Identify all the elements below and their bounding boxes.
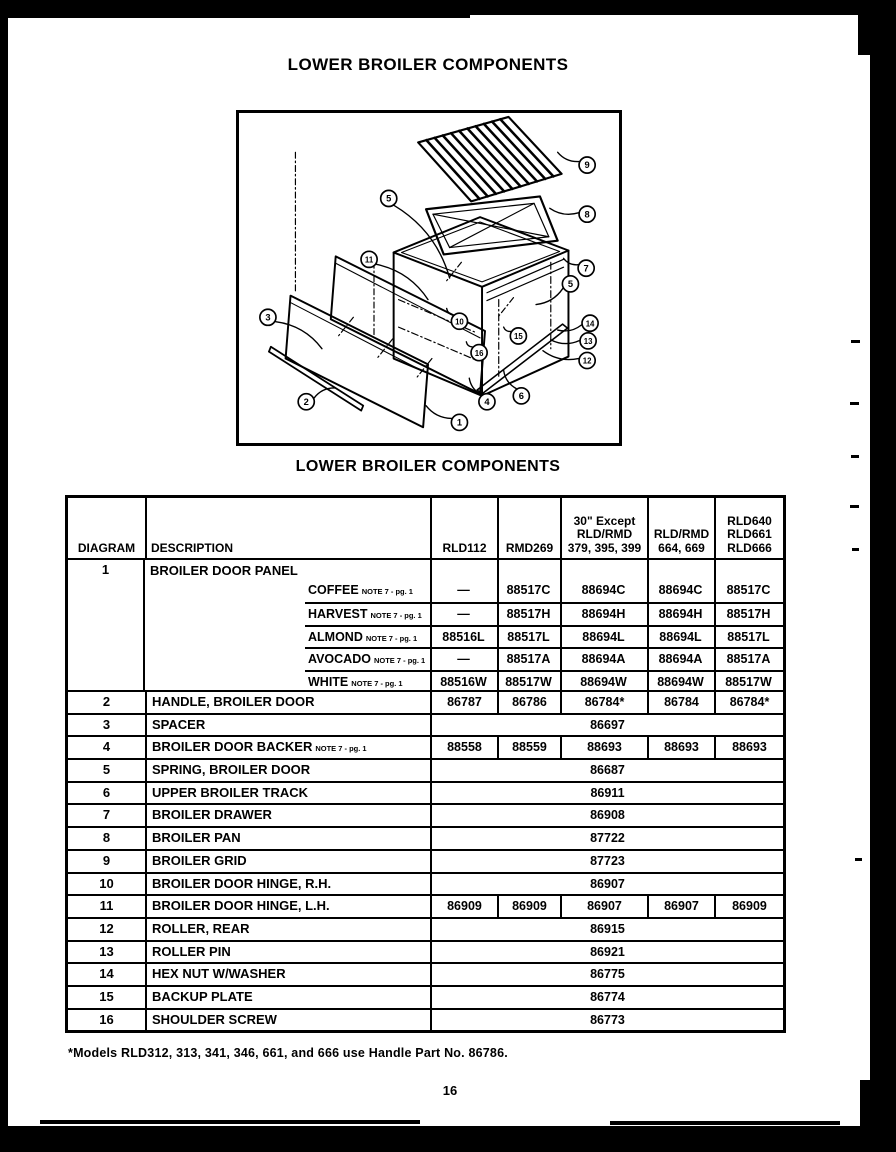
description-label: SPRING, BROILER DOOR bbox=[152, 762, 311, 778]
diagram-number-cell: 13 bbox=[99, 943, 114, 959]
variant-label bbox=[308, 604, 422, 626]
table-row bbox=[68, 690, 783, 713]
description-label: BROILER DOOR HINGE, L.H. bbox=[152, 898, 330, 914]
description-label: BROILER PAN bbox=[152, 830, 241, 846]
part-number-cell: 88694W bbox=[580, 674, 627, 689]
table-row bbox=[68, 803, 783, 826]
diagram-number-cell: 5 bbox=[102, 762, 111, 778]
variant-row bbox=[305, 580, 783, 602]
part-number-span-cell: 86921 bbox=[430, 942, 783, 963]
variant-note: NOTE 7 - pg. 1 bbox=[373, 656, 426, 666]
part-number-cell: 86784 bbox=[647, 692, 714, 713]
part-number-span-cell: 86773 bbox=[430, 1010, 783, 1031]
table-row bbox=[68, 917, 783, 940]
part-number-cell: 88517W bbox=[505, 674, 552, 689]
variant-color-label: COFFEE bbox=[308, 583, 359, 597]
callout-14 bbox=[558, 315, 598, 331]
table-title: LOWER BROILER COMPONENTS bbox=[295, 458, 561, 475]
part-number-cell: 86909 bbox=[714, 896, 783, 917]
svg-text:5: 5 bbox=[567, 279, 574, 290]
part-number-cell: 86787 bbox=[430, 692, 497, 713]
svg-text:8: 8 bbox=[584, 209, 590, 220]
col-header-diagram bbox=[68, 498, 145, 558]
part-number-span-cell: 86907 bbox=[430, 874, 783, 895]
svg-text:9: 9 bbox=[584, 160, 590, 171]
exploded-diagram bbox=[239, 113, 619, 443]
part-number-cell: 86907 bbox=[647, 896, 714, 917]
footnote: *Models RLD312, 313, 341, 346, 661, and 666 use Handle Part No. 86786. bbox=[68, 1046, 508, 1060]
table-row bbox=[68, 713, 783, 736]
col-header-model-2-line: RMD269 bbox=[505, 540, 554, 555]
part-number-span-cell: 86775 bbox=[430, 964, 783, 985]
description-cell bbox=[145, 760, 430, 781]
part-number-cell: 88694C bbox=[581, 583, 626, 597]
broiler-door-handle-part bbox=[269, 347, 363, 411]
col-header-diagram-line: DIAGRAM bbox=[77, 540, 136, 555]
part-number-span-cell: 87723 bbox=[430, 851, 783, 872]
part-number-span-cell: 87722 bbox=[430, 828, 783, 849]
diagram-number-cell: 11 bbox=[99, 898, 114, 914]
part-number-cell: 88694H bbox=[658, 607, 703, 622]
scan-border-top bbox=[0, 0, 896, 15]
col-header-model-4-line: RLD/RMD bbox=[653, 527, 710, 541]
variant-color-label: HARVEST bbox=[308, 607, 368, 622]
svg-text:12: 12 bbox=[582, 356, 592, 366]
table-row bbox=[68, 894, 783, 917]
svg-text:14: 14 bbox=[585, 319, 595, 329]
part-number-cell: 86784* bbox=[714, 692, 783, 713]
callout-labels bbox=[260, 152, 598, 430]
part-number-cell: 88516L bbox=[442, 629, 485, 644]
part-number-cell: 88693 bbox=[560, 737, 647, 758]
description-cell bbox=[145, 896, 430, 917]
diagram-number-cell: 12 bbox=[99, 920, 114, 936]
part-number-cell: 88693 bbox=[647, 737, 714, 758]
variant-note: NOTE 7 - pg. 1 bbox=[365, 633, 418, 643]
diagram-number-cell: 2 bbox=[102, 694, 111, 709]
part-number-span-cell: 86774 bbox=[430, 987, 783, 1008]
broiler-pan-part bbox=[426, 196, 558, 254]
col-header-description bbox=[145, 498, 430, 558]
callout-8 bbox=[550, 206, 595, 222]
description-label: BROILER DOOR HINGE, R.H. bbox=[152, 875, 332, 891]
col-header-model-4-line: 664, 669 bbox=[658, 540, 705, 555]
table-row bbox=[68, 872, 783, 895]
scan-border-top-ragged bbox=[0, 15, 470, 18]
description-label: BROILER GRID bbox=[152, 852, 247, 868]
col-header-description-line: DESCRIPTION bbox=[151, 540, 234, 555]
description-label: BACKUP PLATE bbox=[152, 988, 253, 1004]
part-number-cell: 88559 bbox=[497, 737, 560, 758]
scan-border-bottom bbox=[0, 1126, 896, 1152]
svg-text:10: 10 bbox=[455, 317, 464, 327]
note-ref: NOTE 7 - pg. 1 bbox=[315, 744, 367, 754]
callout-9 bbox=[558, 152, 596, 173]
description-cell bbox=[145, 1010, 430, 1031]
diagram-number-cell: 16 bbox=[99, 1011, 114, 1027]
description-cell bbox=[145, 964, 430, 985]
callout-5 bbox=[536, 276, 578, 305]
description-cell bbox=[145, 783, 430, 804]
table-row bbox=[68, 962, 783, 985]
description-cell bbox=[145, 919, 430, 940]
part-number-cell: 86907 bbox=[560, 896, 647, 917]
diagram-number-cell: 1 bbox=[68, 560, 145, 690]
callout-15 bbox=[504, 327, 527, 344]
part-number-cell: 88694H bbox=[581, 607, 626, 622]
description-cell bbox=[145, 942, 430, 963]
part-number-cell: 88517A bbox=[726, 652, 771, 667]
part-number-cell: 88517A bbox=[506, 652, 551, 667]
scan-border-bottom-ragged2 bbox=[610, 1121, 840, 1125]
diagram-number-cell: 15 bbox=[99, 988, 114, 1004]
diagram-number-cell: 3 bbox=[102, 716, 111, 732]
description-cell bbox=[145, 851, 430, 872]
scan-speck bbox=[850, 505, 859, 508]
description-label: SHOULDER SCREW bbox=[152, 1011, 277, 1027]
col-header-model-1 bbox=[430, 498, 497, 558]
col-header-model-5 bbox=[714, 498, 783, 558]
col-header-model-1-line: RLD112 bbox=[442, 540, 487, 555]
table-row bbox=[68, 849, 783, 872]
variant-row bbox=[305, 602, 783, 624]
table-header-row bbox=[68, 498, 783, 558]
part-number-cell: 88694A bbox=[658, 652, 703, 667]
description-label: HEX NUT W/WASHER bbox=[152, 966, 286, 982]
variant-color-label: AVOCADO bbox=[308, 652, 371, 667]
svg-text:15: 15 bbox=[514, 332, 523, 342]
scan-speck bbox=[855, 858, 862, 861]
description-label: SPACER bbox=[152, 716, 206, 732]
scan-border-bottom-ragged bbox=[40, 1120, 420, 1124]
diagram-number-cell: 10 bbox=[99, 875, 114, 891]
col-header-model-4 bbox=[647, 498, 714, 558]
scan-border-right bbox=[870, 0, 896, 1152]
description-cell bbox=[145, 692, 430, 713]
scan-speck bbox=[850, 402, 859, 405]
svg-text:2: 2 bbox=[303, 396, 309, 407]
part-number-cell: — bbox=[457, 607, 470, 622]
description-label: ROLLER PIN bbox=[152, 943, 231, 959]
col-header-model-3-line: 30" Except bbox=[573, 513, 636, 528]
callout-1 bbox=[426, 406, 467, 431]
col-header-model-2 bbox=[497, 498, 560, 558]
part-number-cell: — bbox=[457, 583, 470, 597]
svg-text:4: 4 bbox=[484, 396, 490, 407]
part-number-span-cell: 86911 bbox=[430, 783, 783, 804]
description-label: BROILER DOOR PANEL bbox=[150, 563, 298, 578]
scan-speck bbox=[852, 548, 859, 551]
variant-note: NOTE 7 - pg. 1 bbox=[370, 611, 422, 621]
page-title: LOWER BROILER COMPONENTS bbox=[287, 55, 569, 74]
part-number-cell: 88694C bbox=[658, 583, 703, 597]
description-cell bbox=[145, 828, 430, 849]
col-header-model-5-line: RLD666 bbox=[727, 540, 772, 555]
part-number-cell: 86786 bbox=[497, 692, 560, 713]
col-header-model-3-line: 379, 395, 399 bbox=[567, 540, 642, 555]
diagram-number-cell: 14 bbox=[99, 966, 114, 982]
diagram-number-cell: 4 bbox=[102, 739, 111, 755]
part-number-cell: 88694W bbox=[657, 674, 704, 689]
col-header-model-3-line: RLD/RMD bbox=[576, 527, 633, 541]
part-number-cell: 86909 bbox=[430, 896, 497, 917]
page-number: 16 bbox=[442, 1083, 458, 1098]
table-row bbox=[68, 985, 783, 1008]
table-row bbox=[68, 781, 783, 804]
scan-speck bbox=[851, 340, 860, 343]
svg-text:16: 16 bbox=[474, 348, 484, 358]
part-number-cell: 88517C bbox=[726, 583, 771, 597]
diagram-number-cell: 6 bbox=[102, 784, 111, 800]
svg-text:6: 6 bbox=[518, 391, 524, 402]
table-row bbox=[68, 940, 783, 963]
part-number-cell: 88517H bbox=[506, 607, 551, 622]
variant-row bbox=[305, 647, 783, 669]
part-number-cell: 88693 bbox=[714, 737, 783, 758]
variant-label bbox=[308, 649, 425, 671]
part-number-span-cell: 86908 bbox=[430, 805, 783, 826]
table-row bbox=[68, 735, 783, 758]
variant-note: NOTE 7 - pg. 1 bbox=[361, 587, 413, 596]
part-number-cell: 86909 bbox=[497, 896, 560, 917]
table-row bbox=[68, 826, 783, 849]
variant-row bbox=[305, 625, 783, 647]
svg-text:5: 5 bbox=[386, 193, 392, 204]
table-row bbox=[68, 1008, 783, 1031]
scan-speck bbox=[843, 7, 849, 11]
description-cell bbox=[145, 805, 430, 826]
variant-label bbox=[308, 580, 413, 602]
description-cell bbox=[145, 987, 430, 1008]
variant-label bbox=[308, 672, 403, 694]
diagram-number-cell: 7 bbox=[102, 807, 111, 823]
description-cell bbox=[145, 737, 430, 758]
description-cell bbox=[145, 715, 430, 736]
description-label: UPPER BROILER TRACK bbox=[152, 784, 309, 800]
diagram-number-cell: 9 bbox=[102, 852, 111, 868]
part-number-span-cell: 86697 bbox=[430, 715, 783, 736]
part-number-cell: 88694A bbox=[581, 652, 626, 667]
part-number-span-cell: 86687 bbox=[430, 760, 783, 781]
callout-3 bbox=[260, 309, 322, 348]
exploded-diagram-box bbox=[236, 110, 622, 446]
col-header-model-5-line: RLD661 bbox=[727, 527, 772, 541]
part-number-cell: 88517L bbox=[507, 629, 550, 644]
group-row-broiler-door-panel bbox=[68, 558, 783, 690]
part-number-cell: — bbox=[457, 652, 470, 667]
part-number-cell: 88558 bbox=[430, 737, 497, 758]
variant-color-label: WHITE bbox=[308, 674, 349, 689]
broiler-grid-part bbox=[418, 117, 561, 201]
part-number-cell: 88516W bbox=[440, 674, 487, 689]
part-number-span-cell: 86915 bbox=[430, 919, 783, 940]
svg-text:11: 11 bbox=[364, 255, 374, 265]
scan-border-left bbox=[0, 0, 8, 1152]
description-label: BROILER DOOR BACKER bbox=[152, 739, 313, 755]
description-label: ROLLER, REAR bbox=[152, 920, 250, 936]
diagram-number-cell: 8 bbox=[102, 830, 111, 846]
callout-2 bbox=[298, 388, 335, 410]
part-number-cell: 88694L bbox=[582, 629, 625, 644]
description-label: HANDLE, BROILER DOOR bbox=[152, 694, 315, 709]
part-number-cell: 88517C bbox=[506, 583, 551, 597]
svg-text:7: 7 bbox=[583, 263, 589, 274]
part-number-cell: 88694L bbox=[659, 629, 702, 644]
col-header-model-5-line: RLD640 bbox=[727, 513, 772, 528]
parts-table bbox=[65, 495, 786, 1033]
part-number-cell: 88517W bbox=[725, 674, 772, 689]
svg-text:1: 1 bbox=[456, 417, 463, 428]
part-number-cell: 88517L bbox=[727, 629, 770, 644]
variant-label bbox=[308, 627, 417, 649]
variant-color-label: ALMOND bbox=[308, 629, 363, 644]
callout-10 bbox=[447, 308, 468, 329]
table-row bbox=[68, 758, 783, 781]
variant-note: NOTE 7 - pg. 1 bbox=[351, 678, 403, 688]
description-cell bbox=[145, 874, 430, 895]
col-header-model-3 bbox=[560, 498, 647, 558]
description-label: BROILER DRAWER bbox=[152, 807, 272, 823]
svg-text:3: 3 bbox=[265, 312, 271, 323]
part-number-cell: 88517H bbox=[726, 607, 771, 622]
part-number-cell: 86784* bbox=[560, 692, 647, 713]
scan-border-right-corner bbox=[858, 0, 896, 55]
svg-text:13: 13 bbox=[583, 337, 593, 347]
variant-row bbox=[305, 670, 783, 692]
